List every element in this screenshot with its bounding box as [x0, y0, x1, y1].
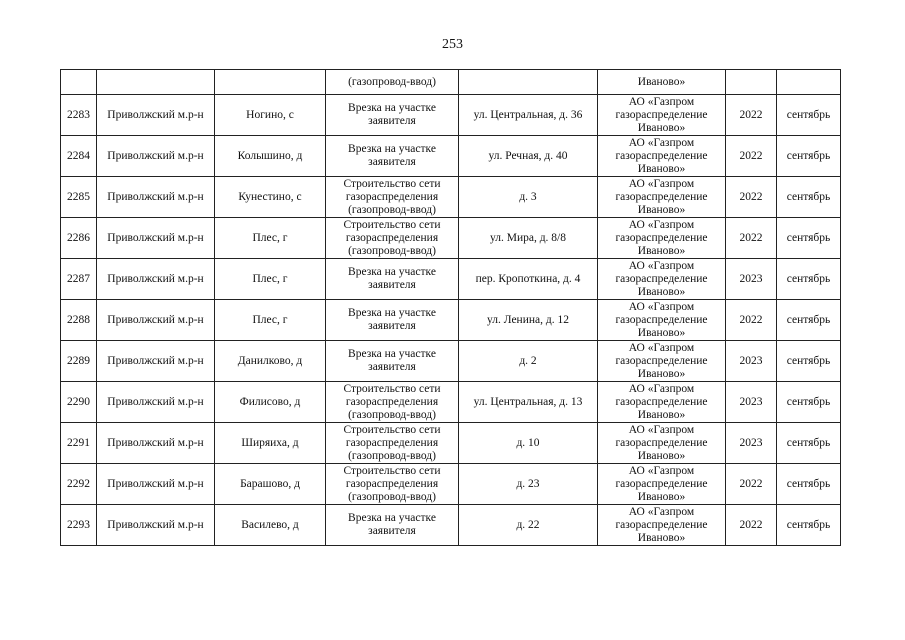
- cell-year: 2023: [726, 423, 777, 464]
- cell-address: д. 22: [459, 505, 598, 546]
- cell-num: 2286: [61, 218, 97, 259]
- table-row-continued: [61, 70, 841, 95]
- cell-num: 2288: [61, 300, 97, 341]
- cell-org: АО «Газпром газораспределение Иваново»: [598, 177, 726, 218]
- cell-year: 2023: [726, 259, 777, 300]
- table-row: [61, 136, 841, 177]
- cell-district: Приволжский м.р-н: [97, 259, 215, 300]
- cell-address: ул. Ленина, д. 12: [459, 300, 598, 341]
- cell-year: 2022: [726, 464, 777, 505]
- cell-settlement: Данилково, д: [215, 341, 326, 382]
- cell-num: 2293: [61, 505, 97, 546]
- table-row: [61, 218, 841, 259]
- cell-month: сентябрь: [777, 505, 841, 546]
- cell-address: д. 10: [459, 423, 598, 464]
- page-number: 253: [442, 37, 463, 52]
- cell-work: Строительство сети газораспределения (газопровод-ввод): [326, 423, 459, 464]
- cell-num: 2291: [61, 423, 97, 464]
- cell-work: Врезка на участке заявителя: [326, 95, 459, 136]
- cell-org: АО «Газпром газораспределение Иваново»: [598, 423, 726, 464]
- cell-work: Врезка на участке заявителя: [326, 341, 459, 382]
- cell-work: Врезка на участке заявителя: [326, 505, 459, 546]
- cell-org: АО «Газпром газораспределение Иваново»: [598, 95, 726, 136]
- cell-org: АО «Газпром газораспределение Иваново»: [598, 341, 726, 382]
- cell-district: Приволжский м.р-н: [97, 505, 215, 546]
- table-row: [61, 505, 841, 546]
- cell-org: Иваново»: [598, 70, 726, 95]
- cell-year: 2022: [726, 177, 777, 218]
- cell-month: сентябрь: [777, 136, 841, 177]
- cell-year: [726, 70, 777, 95]
- cell-num: 2289: [61, 341, 97, 382]
- cell-org: АО «Газпром газораспределение Иваново»: [598, 382, 726, 423]
- cell-year: 2022: [726, 136, 777, 177]
- cell-month: сентябрь: [777, 382, 841, 423]
- cell-year: 2022: [726, 95, 777, 136]
- cell-settlement: Василево, д: [215, 505, 326, 546]
- table-row: [61, 177, 841, 218]
- gasification-table: [60, 69, 841, 546]
- cell-address: ул. Центральная, д. 36: [459, 95, 598, 136]
- cell-settlement: Плес, г: [215, 259, 326, 300]
- cell-settlement: Плес, г: [215, 218, 326, 259]
- cell-month: сентябрь: [777, 300, 841, 341]
- cell-work: Врезка на участке заявителя: [326, 300, 459, 341]
- cell-year: 2023: [726, 382, 777, 423]
- cell-settlement: Барашово, д: [215, 464, 326, 505]
- cell-district: Приволжский м.р-н: [97, 136, 215, 177]
- cell-district: Приволжский м.р-н: [97, 218, 215, 259]
- cell-work: Врезка на участке заявителя: [326, 259, 459, 300]
- cell-address: ул. Центральная, д. 13: [459, 382, 598, 423]
- cell-settlement: Кунестино, с: [215, 177, 326, 218]
- cell-num: 2283: [61, 95, 97, 136]
- cell-district: Приволжский м.р-н: [97, 464, 215, 505]
- table-row: [61, 423, 841, 464]
- cell-num: 2287: [61, 259, 97, 300]
- cell-month: сентябрь: [777, 95, 841, 136]
- cell-address: д. 2: [459, 341, 598, 382]
- table-row: [61, 464, 841, 505]
- cell-address: ул. Мира, д. 8/8: [459, 218, 598, 259]
- cell-month: сентябрь: [777, 464, 841, 505]
- table-row: [61, 95, 841, 136]
- cell-num: [61, 70, 97, 95]
- cell-month: [777, 70, 841, 95]
- cell-address: пер. Кропоткина, д. 4: [459, 259, 598, 300]
- cell-address: ул. Речная, д. 40: [459, 136, 598, 177]
- cell-org: АО «Газпром газораспределение Иваново»: [598, 259, 726, 300]
- cell-district: Приволжский м.р-н: [97, 382, 215, 423]
- table-row: [61, 382, 841, 423]
- cell-month: сентябрь: [777, 218, 841, 259]
- cell-month: сентябрь: [777, 259, 841, 300]
- cell-work: Строительство сети газораспределения (газопровод-ввод): [326, 464, 459, 505]
- cell-num: 2284: [61, 136, 97, 177]
- cell-org: АО «Газпром газораспределение Иваново»: [598, 136, 726, 177]
- table-row: [61, 300, 841, 341]
- cell-month: сентябрь: [777, 341, 841, 382]
- cell-year: 2023: [726, 341, 777, 382]
- cell-settlement: Ногино, с: [215, 95, 326, 136]
- cell-work: Врезка на участке заявителя: [326, 136, 459, 177]
- cell-year: 2022: [726, 300, 777, 341]
- cell-month: сентябрь: [777, 177, 841, 218]
- cell-month: сентябрь: [777, 423, 841, 464]
- cell-num: 2290: [61, 382, 97, 423]
- cell-num: 2285: [61, 177, 97, 218]
- table-row: [61, 259, 841, 300]
- cell-address: д. 3: [459, 177, 598, 218]
- cell-org: АО «Газпром газораспределение Иваново»: [598, 300, 726, 341]
- cell-work: Строительство сети газораспределения (газопровод-ввод): [326, 177, 459, 218]
- cell-district: Приволжский м.р-н: [97, 341, 215, 382]
- cell-org: АО «Газпром газораспределение Иваново»: [598, 218, 726, 259]
- cell-year: 2022: [726, 505, 777, 546]
- cell-settlement: Колышино, д: [215, 136, 326, 177]
- cell-district: Приволжский м.р-н: [97, 300, 215, 341]
- cell-num: 2292: [61, 464, 97, 505]
- cell-work: Строительство сети газораспределения (газопровод-ввод): [326, 382, 459, 423]
- cell-district: Приволжский м.р-н: [97, 95, 215, 136]
- cell-year: 2022: [726, 218, 777, 259]
- table-row: [61, 341, 841, 382]
- cell-settlement: Филисово, д: [215, 382, 326, 423]
- cell-district: [97, 70, 215, 95]
- cell-settlement: Ширяиха, д: [215, 423, 326, 464]
- cell-settlement: Плес, г: [215, 300, 326, 341]
- cell-org: АО «Газпром газораспределение Иваново»: [598, 464, 726, 505]
- cell-settlement: [215, 70, 326, 95]
- cell-org: АО «Газпром газораспределение Иваново»: [598, 505, 726, 546]
- cell-work: (газопровод-ввод): [326, 70, 459, 95]
- cell-work: Строительство сети газораспределения (газопровод-ввод): [326, 218, 459, 259]
- cell-district: Приволжский м.р-н: [97, 423, 215, 464]
- cell-address: [459, 70, 598, 95]
- cell-address: д. 23: [459, 464, 598, 505]
- cell-district: Приволжский м.р-н: [97, 177, 215, 218]
